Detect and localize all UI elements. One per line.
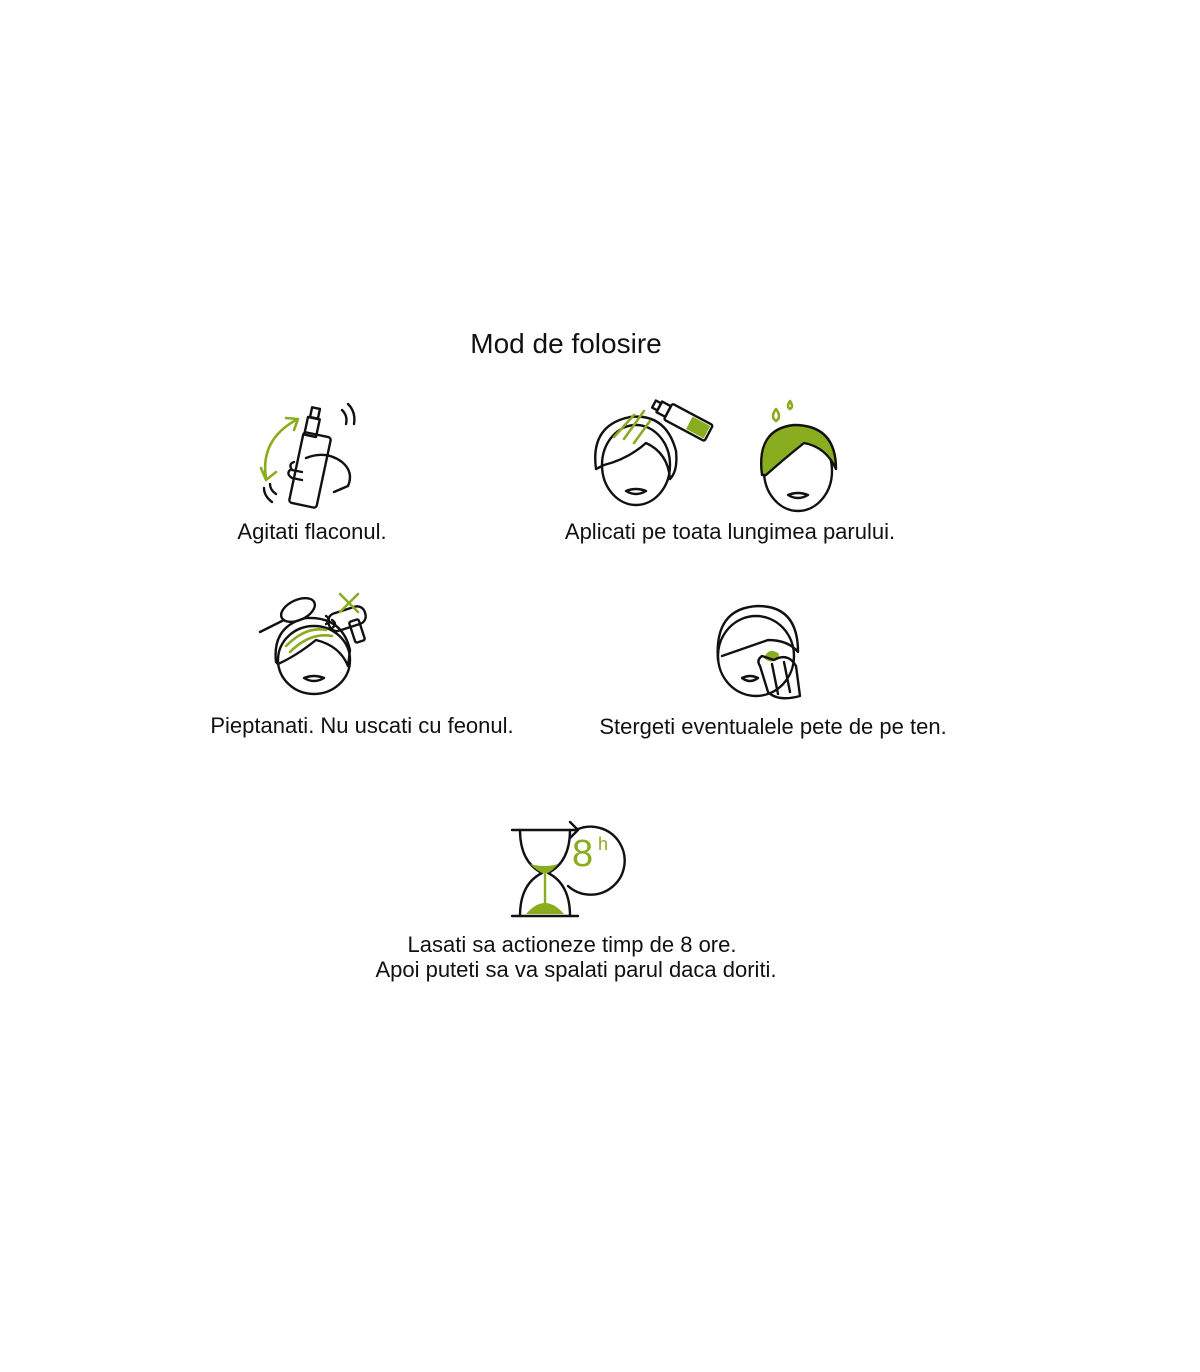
- step-4-caption: Stergeti eventualele pete de pe ten.: [599, 714, 947, 739]
- step-2-caption: Aplicati pe toata lungimea parului.: [564, 519, 896, 544]
- apply-spray-icon: [590, 395, 852, 515]
- page-title: Mod de folosire: [470, 328, 662, 359]
- step-1-caption: Agitati flaconul.: [237, 519, 387, 544]
- wipe-skin-icon: [712, 600, 808, 705]
- final-step-line-1: Lasati sa actioneze timp de 8 ore.: [407, 932, 737, 957]
- step-3-caption: Pieptanati. Nu uscati cu feonul.: [210, 713, 514, 738]
- final-step-line-2: Apoi puteti sa va spalati parul daca doriti.: [375, 957, 777, 982]
- hourglass-8h-icon: [508, 818, 630, 920]
- hours-unit: h: [598, 834, 609, 854]
- shake-bottle-icon: [256, 400, 366, 510]
- comb-no-dryer-icon: [256, 590, 382, 700]
- hours-label: 8: [572, 833, 594, 875]
